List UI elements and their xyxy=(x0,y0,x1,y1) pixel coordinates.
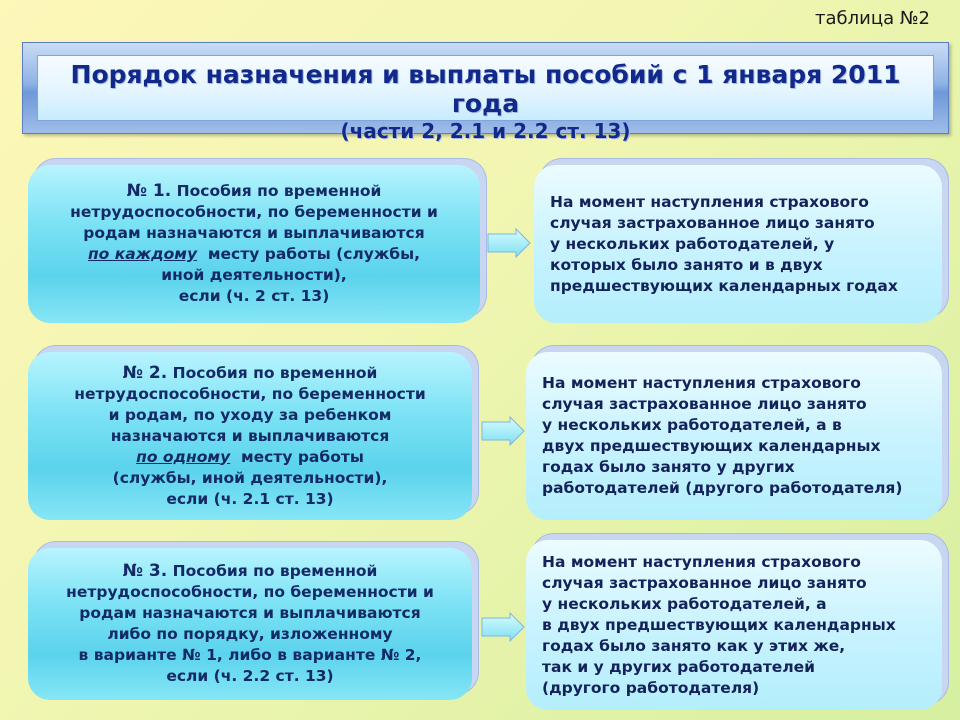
condition-2-line3: у нескольких работодателей, а в xyxy=(542,416,842,434)
variant-2-line1: Пособия по временной xyxy=(172,363,378,382)
variant-2-line7: если (ч. 2.1 ст. 13) xyxy=(166,489,334,508)
variant-3-line6: если (ч. 2.2 ст. 13) xyxy=(166,667,334,685)
condition-1-line1: На момент наступления страхового xyxy=(550,192,869,211)
variant-1-line5: иной деятельности), xyxy=(161,266,347,284)
variant-3-line1: Пособия по временной xyxy=(172,562,378,580)
variant-2-box xyxy=(28,352,472,520)
condition-2-line5: годах было занято у других xyxy=(542,458,795,476)
variant-1-line2: нетрудоспособности, по беременности и xyxy=(70,203,438,221)
condition-3-line4: в двух предшествующих календарных xyxy=(542,615,896,634)
condition-1-line4: которых было занято и в двух xyxy=(550,255,823,274)
variant-3-line5: в варианте № 1, либо в варианте № 2, xyxy=(78,646,422,664)
variant-2-underlined: по одному xyxy=(136,447,231,466)
condition-2-line6: работодателей (другого работодателя) xyxy=(542,479,903,497)
condition-1-line5: предшествующих календарных годах xyxy=(550,276,898,295)
condition-3-line3: у нескольких работодателей, а xyxy=(542,594,827,613)
variant-2-line4: назначаются и выплачиваются xyxy=(110,426,390,445)
variant-1-line3: родам назначаются и выплачиваются xyxy=(83,224,425,242)
variant-2-line2: нетрудоспособности, по беременности xyxy=(74,384,426,403)
page-title: Порядок назначения и выплаты пособий с 1 января 2011 года xyxy=(70,60,901,118)
arrow-right-icon xyxy=(480,416,526,446)
table-number-label: таблица №2 xyxy=(815,8,930,29)
variant-1-line6: если (ч. 2 ст. 13) xyxy=(178,287,330,305)
variant-1-line4: месту работы (службы, xyxy=(207,245,421,263)
condition-3-line1: На момент наступления страхового xyxy=(542,552,861,571)
variant-2-line6: (службы, иной деятельности), xyxy=(112,468,388,487)
variant-1-box xyxy=(28,165,480,323)
condition-2-line4: двух предшествующих календарных xyxy=(542,437,881,455)
page-subtitle: (части 2, 2.1 и 2.2 ст. 13) xyxy=(340,119,631,143)
condition-3-line2: случая застрахованное лицо занято xyxy=(542,573,867,592)
variant-3-line4: либо по порядку, изложенному xyxy=(107,625,393,643)
variant-3-line2: нетрудоспособности, по беременности и xyxy=(66,583,434,601)
variant-2-number: № 2. xyxy=(122,362,168,383)
condition-2-line2: случая застрахованное лицо занято xyxy=(542,395,867,413)
variant-2-line5: месту работы xyxy=(240,447,364,466)
variant-1-underlined: по каждому xyxy=(87,245,198,263)
variant-1-line1: Пособия по временной xyxy=(176,182,382,200)
variant-3-box xyxy=(28,548,472,700)
condition-1-box xyxy=(534,165,942,323)
condition-1-line2: случая застрахованное лицо занято xyxy=(550,213,875,232)
title-inner xyxy=(37,55,934,143)
condition-2-line1: На момент наступления страхового xyxy=(542,374,861,392)
condition-3-line5: годах было занято как у этих же, xyxy=(542,636,846,655)
variant-3-line3: родам назначаются и выплачиваются xyxy=(79,604,421,622)
variant-1-number: № 1. xyxy=(126,181,172,201)
title-banner xyxy=(22,42,949,143)
arrow-right-icon xyxy=(480,612,526,642)
arrow-right-icon xyxy=(486,228,532,258)
condition-3-line6: так и у других работодателей xyxy=(542,657,816,676)
condition-3-box xyxy=(526,540,942,710)
condition-1-line3: у нескольких работодателей, у xyxy=(550,234,835,253)
condition-3-line7: (другого работодателя) xyxy=(542,678,760,697)
variant-3-number: № 3. xyxy=(122,561,168,581)
variant-2-line3: и родам, по уходу за ребенком xyxy=(108,405,392,424)
condition-2-box xyxy=(526,352,942,520)
